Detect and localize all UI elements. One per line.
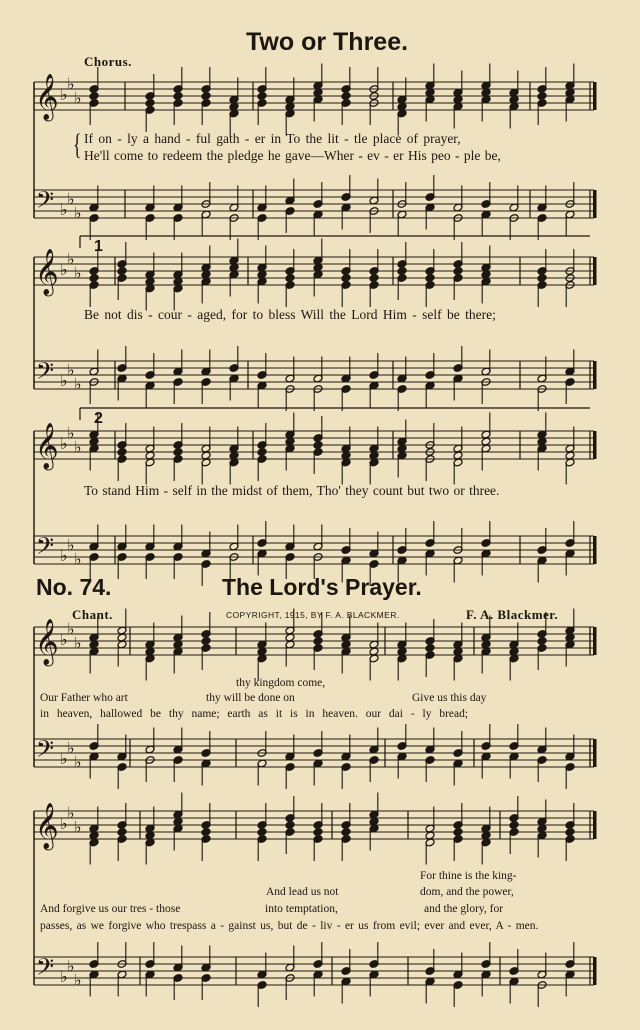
chant2-line3-3: and the glory, for	[424, 903, 504, 915]
flat-icon: ♭	[74, 817, 82, 837]
note-head	[89, 92, 99, 101]
note-head	[537, 92, 547, 101]
note-head	[145, 99, 155, 108]
flat-icon: ♭	[67, 803, 75, 823]
flat-icon: ♭	[67, 423, 75, 443]
hymn-title-2: The Lord's Prayer.	[222, 574, 422, 600]
note-head	[89, 274, 99, 283]
note-head	[537, 637, 547, 646]
note-head	[257, 828, 267, 837]
flat-icon: ♭	[74, 88, 82, 108]
flat-icon: ♭	[67, 74, 75, 94]
bass-clef-icon: 𝄢	[36, 186, 55, 219]
flat-icon: ♭	[67, 189, 75, 209]
first-ending-number: 1	[94, 238, 103, 255]
flat-icon: ♭	[74, 970, 82, 990]
flat-icon: ♭	[60, 85, 68, 104]
note-head	[313, 637, 323, 646]
treble-clef-icon: 𝄞	[35, 249, 59, 295]
flat-icon: ♭	[74, 437, 82, 457]
note-head	[285, 274, 295, 283]
line-2-lyric: Be not dis - cour - aged, for to bless Will the Lord Him - self be there;	[84, 307, 496, 322]
flat-icon: ♭	[74, 203, 82, 223]
note-head	[201, 828, 211, 837]
flat-icon: ♭	[67, 738, 75, 758]
note-head	[257, 448, 267, 457]
ending-bracket	[80, 408, 590, 420]
note-head	[509, 821, 519, 830]
bass-clef-icon: 𝄢	[36, 532, 55, 565]
flat-icon: ♭	[67, 956, 75, 976]
note-head	[425, 274, 435, 283]
flat-icon: ♭	[67, 619, 75, 639]
bass-clef-icon: 𝄢	[36, 953, 55, 986]
note-head	[369, 274, 379, 283]
treble-clef-icon: 𝄞	[35, 423, 59, 469]
flat-icon: ♭	[60, 814, 68, 833]
note-head	[537, 274, 547, 283]
second-ending-number: 2	[94, 410, 103, 427]
flat-icon: ♭	[60, 749, 68, 768]
chant-upper-4: Give us this day	[412, 692, 487, 704]
note-head	[117, 828, 127, 837]
flat-icon: ♭	[67, 249, 75, 269]
chant-upper-1: Our Father who art	[40, 692, 128, 704]
treble-clef-icon: 𝄞	[35, 619, 59, 665]
chant-lower-line: in heaven, hallowed be thy name; earth as it is in heaven. our dai - ly bread;	[40, 708, 469, 720]
style-label: Chant.	[72, 607, 113, 622]
verse-line-2: He'll come to redeem the pledge he gave—Wher - ev - er His peo - ple be,	[84, 148, 501, 163]
bass-clef-icon: 𝄢	[36, 735, 55, 768]
chant-upper-2: thy kingdom come,	[236, 677, 326, 689]
flat-icon: ♭	[74, 633, 82, 653]
flat-icon: ♭	[60, 200, 68, 219]
note-head	[341, 274, 351, 283]
ending-bracket	[80, 236, 590, 248]
flat-icon: ♭	[60, 434, 68, 453]
note-head	[201, 92, 211, 101]
chant2-top-1: For thine is the king-	[420, 870, 517, 882]
note-head	[565, 828, 575, 837]
note-head	[201, 637, 211, 646]
note-head	[313, 828, 323, 837]
note-head	[173, 448, 183, 457]
note-head	[117, 448, 127, 457]
chant2-line3-2: into temptation,	[265, 903, 338, 915]
chant2-line3-1: And forgive us our tres - those	[40, 903, 181, 915]
composer: F. A. Blackmer.	[466, 607, 559, 622]
note-head	[313, 441, 323, 450]
note-head	[117, 267, 127, 276]
note-head	[285, 821, 295, 830]
flat-icon: ♭	[74, 752, 82, 772]
flat-icon: ♭	[74, 549, 82, 569]
flat-icon: ♭	[60, 630, 68, 649]
chant2-top-2: dom, and the power,	[420, 886, 514, 898]
copyright: COPYRIGHT, 1915, BY F. A. BLACKMER.	[226, 610, 400, 620]
flat-icon: ♭	[67, 360, 75, 380]
note-head	[453, 828, 463, 837]
chorus-label: Chorus.	[84, 54, 132, 69]
note-head	[425, 644, 435, 653]
flat-icon: ♭	[74, 374, 82, 394]
verse-line-1: If on - ly a hand - ful gath - er in To the lit - tle place of prayer,	[84, 131, 461, 146]
flat-icon: ♭	[60, 371, 68, 390]
flat-icon: ♭	[74, 263, 82, 283]
flat-icon: ♭	[60, 260, 68, 279]
treble-clef-icon: 𝄞	[35, 74, 59, 120]
treble-clef-icon: 𝄞	[35, 803, 59, 849]
chant2-mid-1: And lead us not	[266, 886, 339, 898]
note-head	[173, 92, 183, 101]
chant2-bottom-line: passes, as we forgive who trespass a - gainst us, but de - liv - er us from evil; ever and ever, A - men.	[40, 920, 539, 932]
hymn-number: No. 74.	[36, 574, 112, 600]
flat-icon: ♭	[60, 546, 68, 565]
note-head	[257, 92, 267, 101]
flat-icon: ♭	[60, 967, 68, 986]
line-3-lyric: To stand Him - self in the midst of them, Tho' they count but two or three.	[84, 483, 500, 498]
flat-icon: ♭	[67, 535, 75, 555]
brace: {	[72, 128, 82, 161]
note-head	[453, 267, 463, 276]
note-head	[341, 92, 351, 101]
bass-clef-icon: 𝄢	[36, 357, 55, 390]
note-head	[397, 267, 407, 276]
note-head	[341, 828, 351, 837]
chant-upper-3: thy will be done on	[206, 692, 295, 704]
hymn-title: Two or Three.	[246, 28, 409, 56]
